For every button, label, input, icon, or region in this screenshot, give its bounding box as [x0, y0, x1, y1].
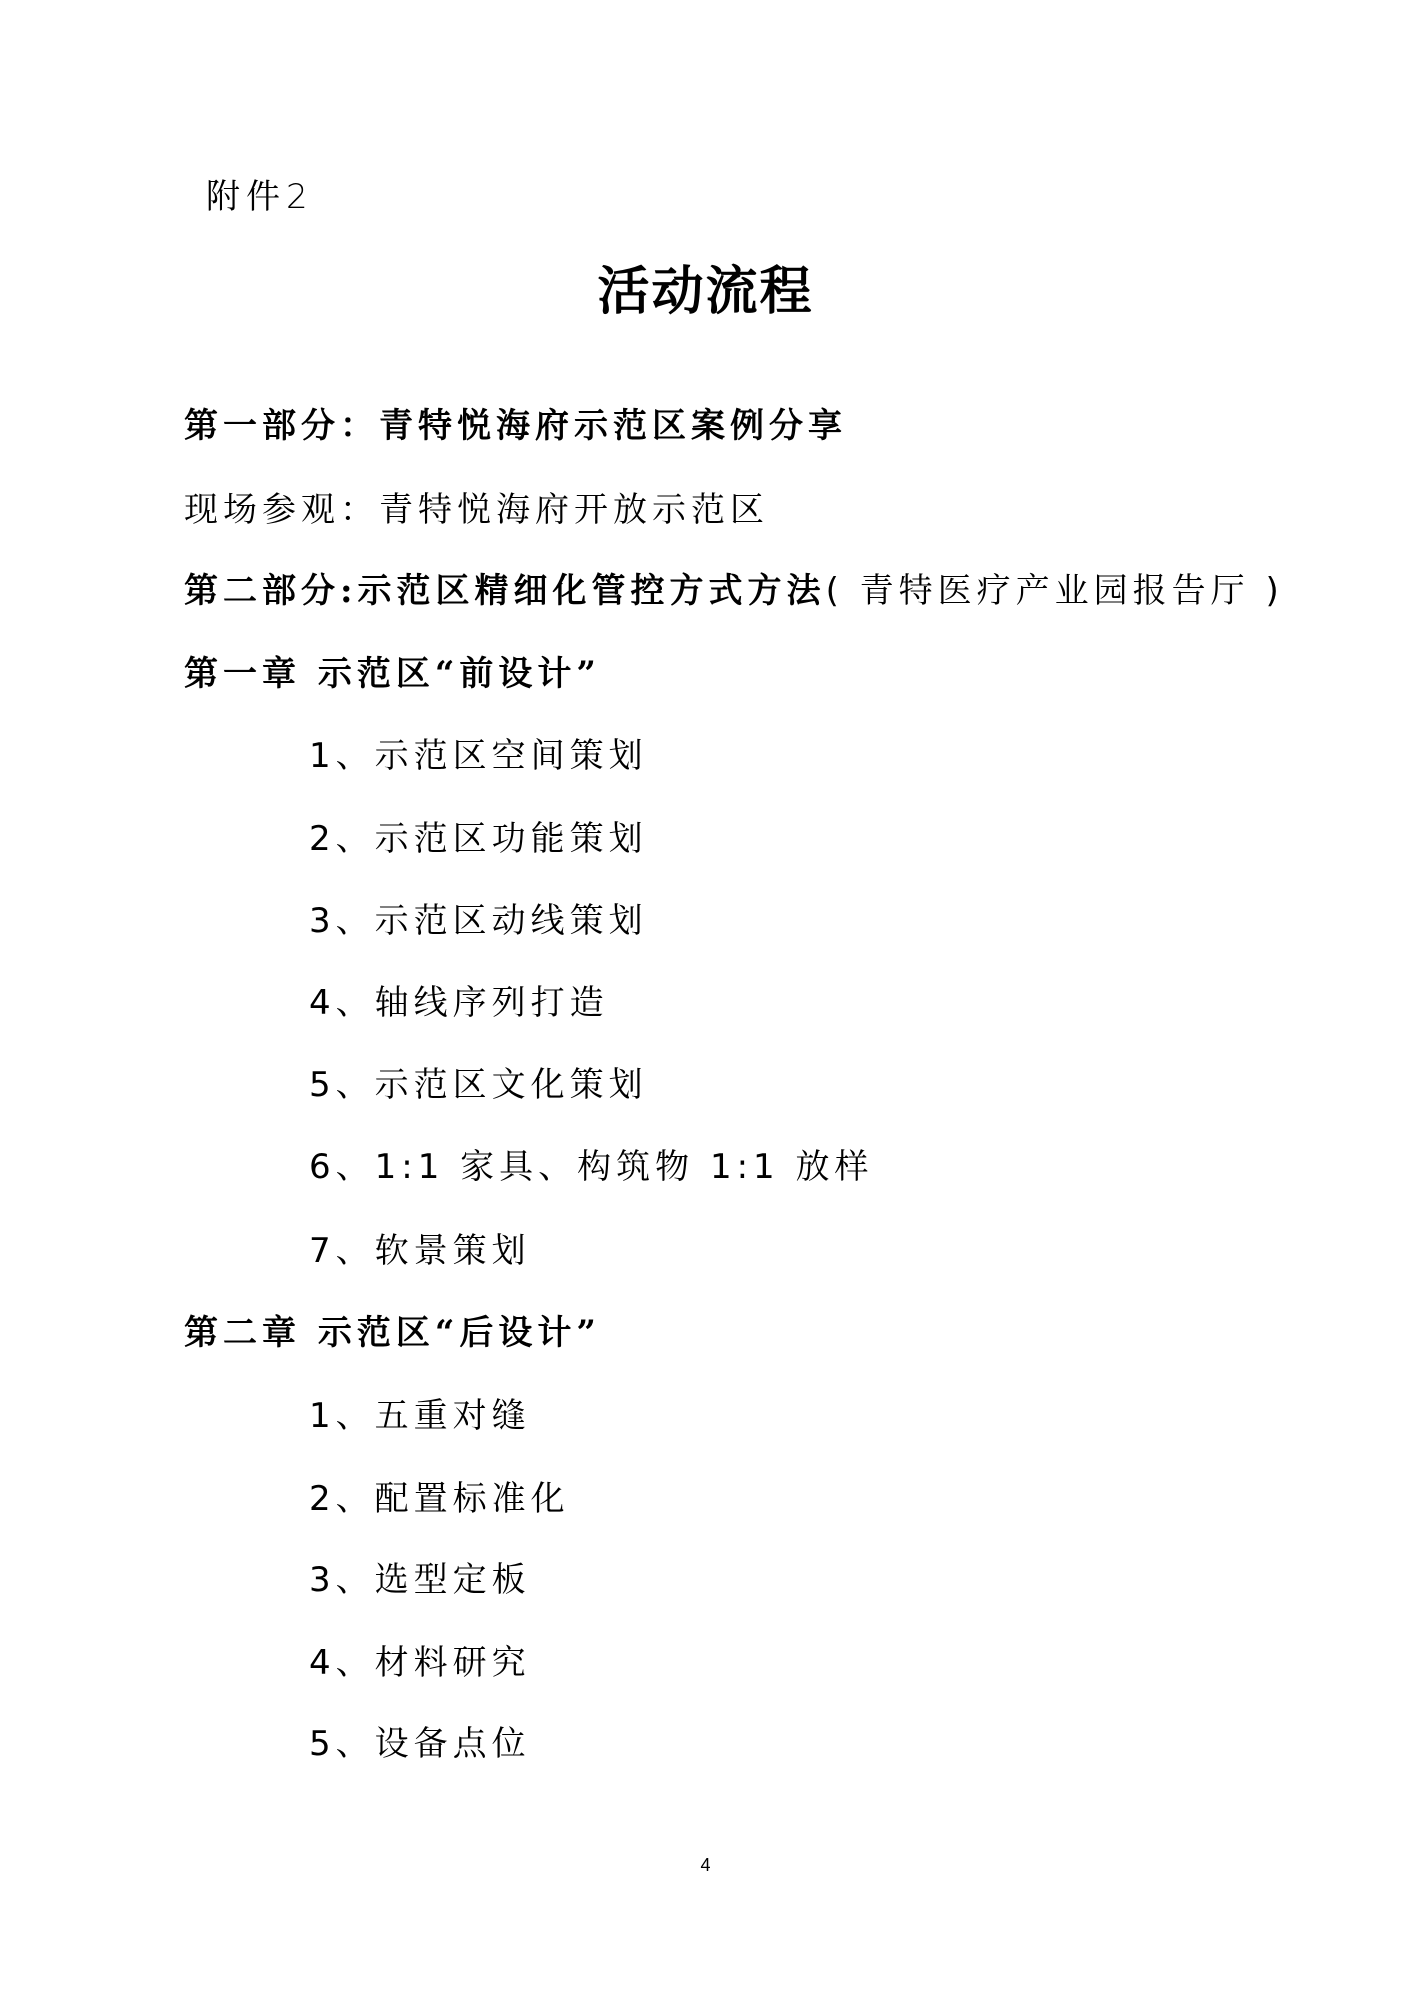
- part2-heading: 第二部分:示范区精细化管控方式方法: [184, 571, 826, 611]
- chapter2-item: 5、设备点位: [309, 1724, 531, 1764]
- chapter2-item: 4、材料研究: [309, 1643, 531, 1683]
- chapter1-item: 2、示范区功能策划: [309, 819, 648, 859]
- chapter1-item: 5、示范区文化策划: [309, 1065, 648, 1105]
- chapter2-heading: 第二章 示范区“后设计”: [184, 1313, 601, 1353]
- part1-visit-line: 现场参观：青特悦海府开放示范区: [184, 490, 769, 530]
- chapter1-item: 1、示范区空间策划: [309, 736, 648, 776]
- chapter2-item: 2、配置标准化: [309, 1479, 570, 1519]
- chapter1-item: 7、软景策划: [309, 1231, 531, 1271]
- part1-heading: 第一部分：青特悦海府示范区案例分享: [184, 406, 847, 446]
- attachment-label: 附件2: [206, 177, 314, 217]
- part2-venue: ( 青特医疗产业园报告厅 ): [825, 571, 1284, 611]
- chapter1-item: 4、轴线序列打造: [309, 983, 609, 1023]
- chapter1-item: 6、1:1 家具、构筑物 1:1 放样: [309, 1147, 874, 1187]
- chapter2-item: 3、选型定板: [309, 1560, 531, 1600]
- page-title: 活动流程: [597, 261, 814, 322]
- page-number: 4: [700, 1855, 711, 1875]
- chapter1-item: 3、示范区动线策划: [309, 901, 648, 941]
- chapter1-heading: 第一章 示范区“前设计”: [184, 654, 601, 694]
- part2-heading-line: [184, 566, 1284, 616]
- chapter2-item: 1、五重对缝: [309, 1396, 531, 1436]
